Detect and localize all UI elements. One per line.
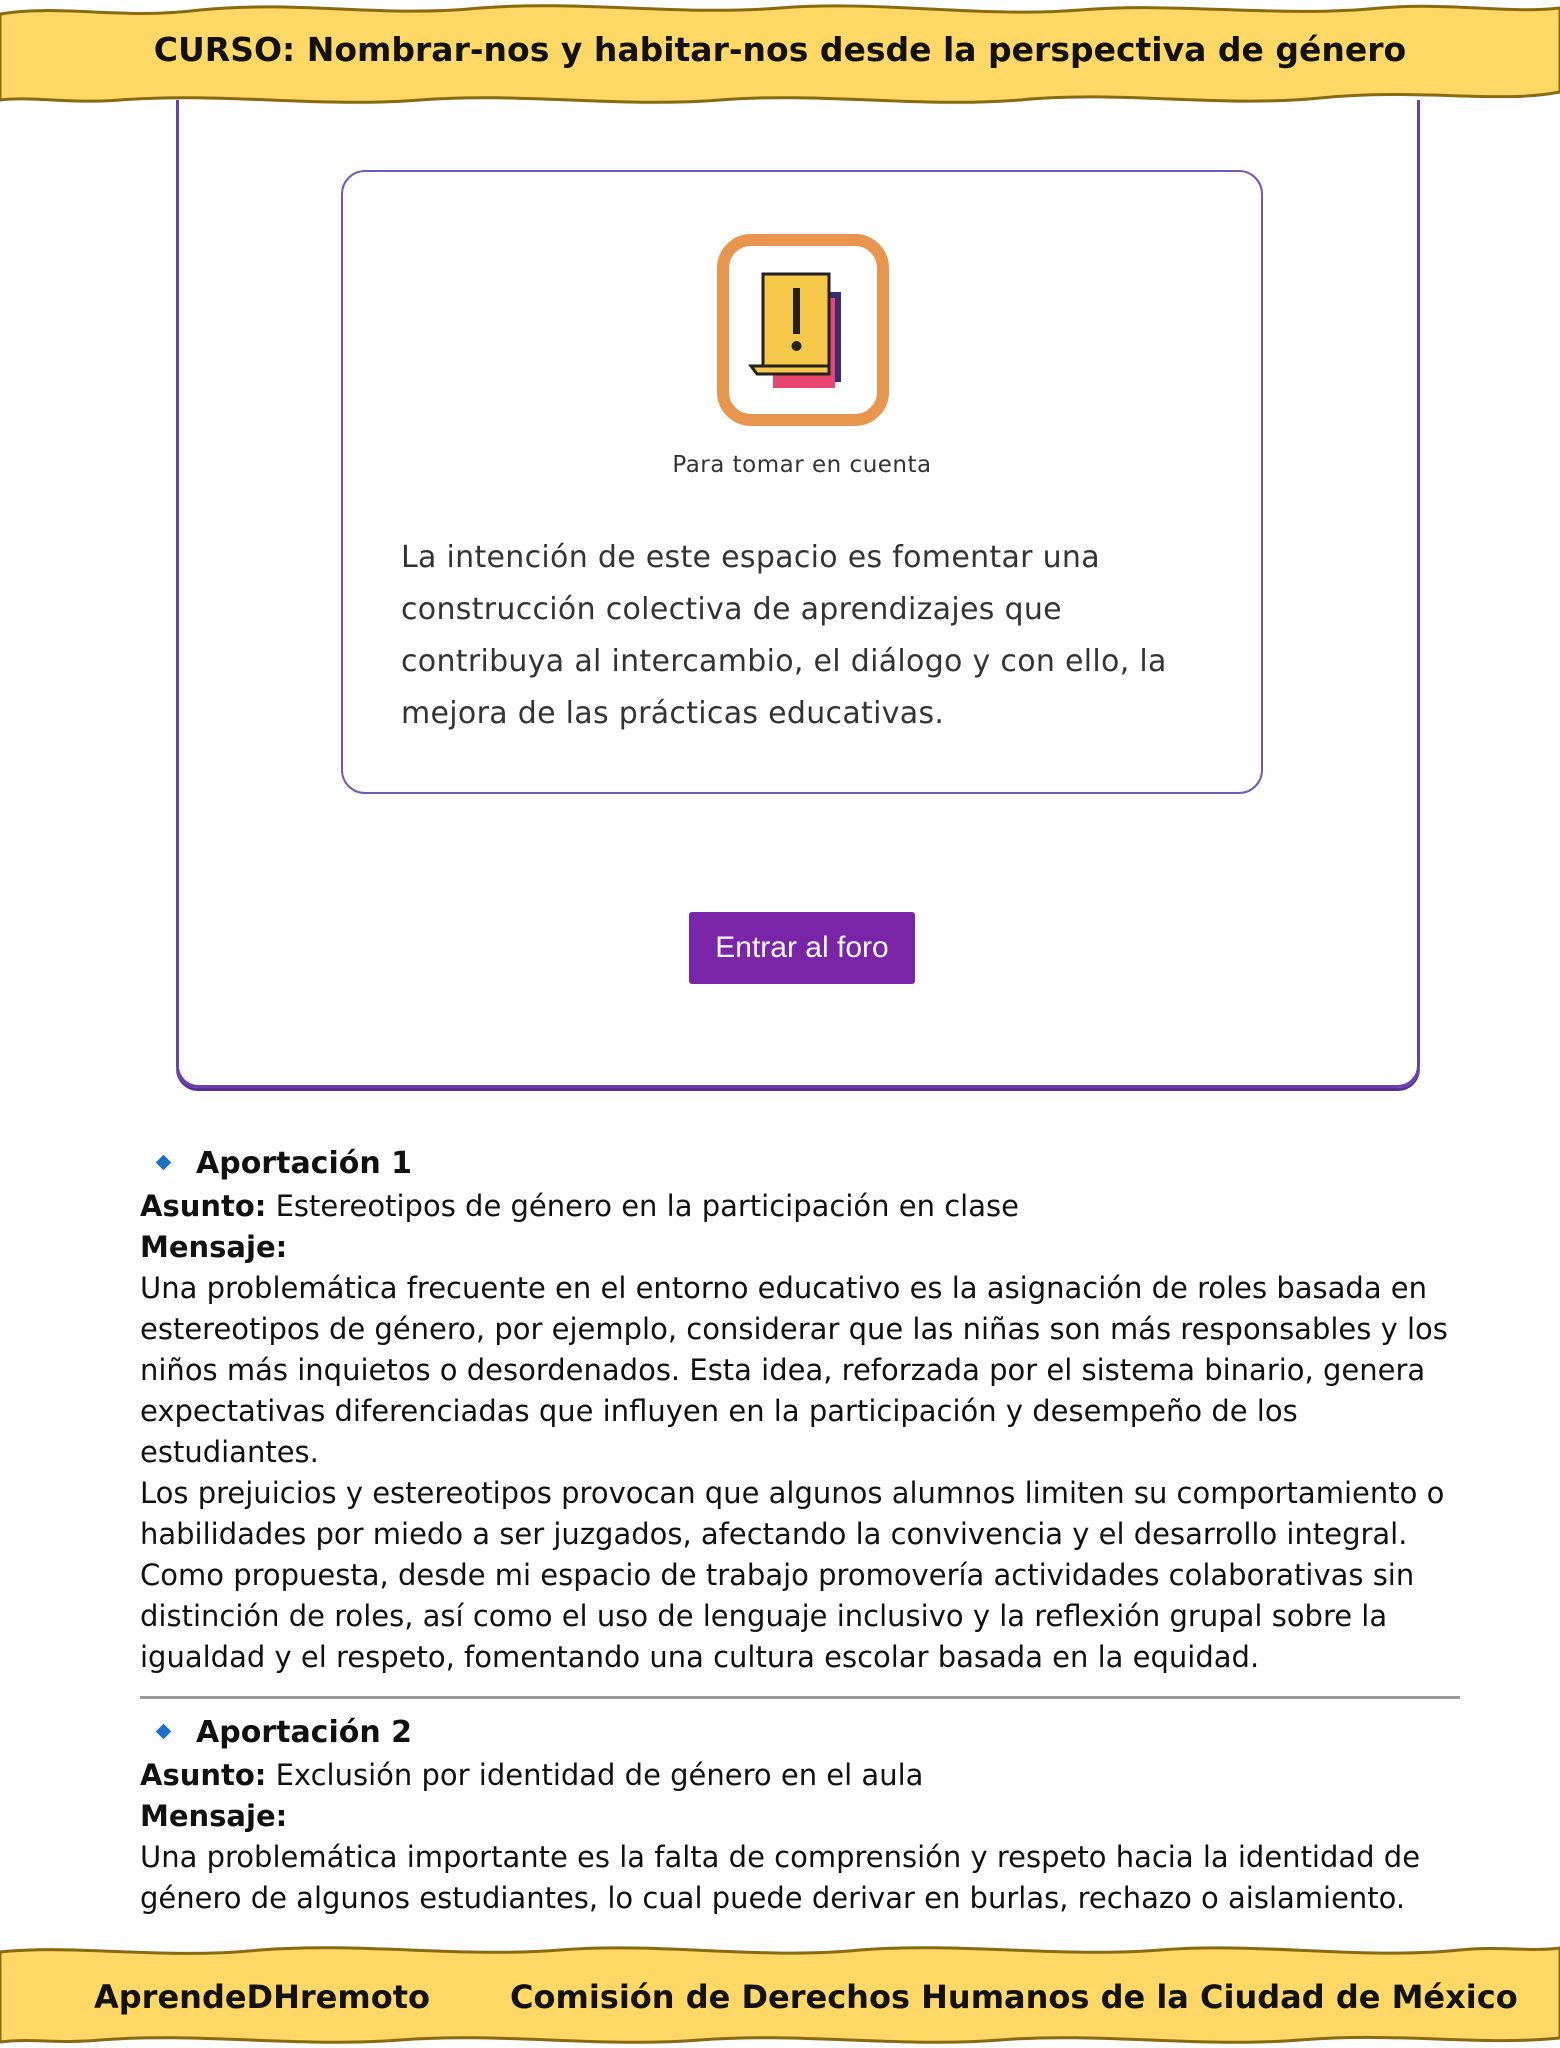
post-subject: Exclusión por identidad de género en el aula	[275, 1758, 924, 1792]
enter-forum-button[interactable]: Entrar al foro	[689, 912, 915, 984]
note-text: La intención de este espacio es fomentar una construcción colectiva de aprendizajes que contribuya al intercambio, el diálogo y con ello, la mejora de las prácticas educativas.	[401, 540, 1167, 731]
post-message-paragraph: Los prejuicios y estereotipos provocan que algunos alumnos limiten su comportamiento o habilidades por miedo a ser juzgados, afectando la convivencia y el desarrollo integral. Como propuesta, desde mi espacio de trabajo promovería actividades colaborativas sin distinción de roles, así como el uso de lenguaje inclusivo y la reflexión grupal sobre la igualdad y el respeto, fomentando una cultura escolar basada en la equidad.	[140, 1476, 1445, 1674]
post-title: Aportación 1	[196, 1146, 413, 1181]
subject-label: Asunto:	[140, 1189, 267, 1223]
note-caption: Para tomar en cuenta	[672, 452, 932, 478]
course-title: CURSO: Nombrar-nos y habitar-nos desde la perspectiva de género	[153, 30, 1407, 69]
footer-left-text: AprendeDHremoto	[94, 1978, 430, 2016]
post-title: Aportación 2	[196, 1715, 413, 1750]
post-subject: Estereotipos de género en la participación en clase	[275, 1189, 1019, 1223]
bullet-diamond-icon	[156, 1724, 172, 1740]
forum-card	[176, 100, 1420, 1088]
post-divider	[140, 1696, 1460, 1699]
post-message-paragraph: Una problemática importante es la falta de comprensión y respeto hacia la identidad de género de algunos estudiantes, lo cual puede derivar en burlas, rechazo o aislamiento.	[140, 1840, 1421, 1915]
message-label: Mensaje:	[140, 1799, 288, 1833]
header-banner	[0, 0, 1560, 112]
subject-label: Asunto:	[140, 1758, 267, 1792]
note-alert-icon	[717, 234, 889, 426]
bullet-diamond-icon	[156, 1155, 172, 1171]
post-message-paragraph: Una problemática frecuente en el entorno educativo es la asignación de roles basada en estereotipos de género, por ejemplo, considerar que las niñas son más responsables y los niños más inquietos o desordenados. Esta idea, reforzada por el sistema binario, genera expectativas diferenciadas que influyen en la participación y desempeño de los estudiantes.	[140, 1271, 1448, 1469]
posts-list	[140, 1142, 1460, 1919]
message-label: Mensaje:	[140, 1230, 288, 1264]
post-item	[140, 1142, 1460, 1678]
footer-right-text: Comisión de Derechos Humanos de la Ciudad de México	[510, 1978, 1518, 2016]
footer-banner	[0, 1942, 1560, 2048]
note-box	[341, 170, 1263, 794]
post-item	[140, 1711, 1460, 1919]
